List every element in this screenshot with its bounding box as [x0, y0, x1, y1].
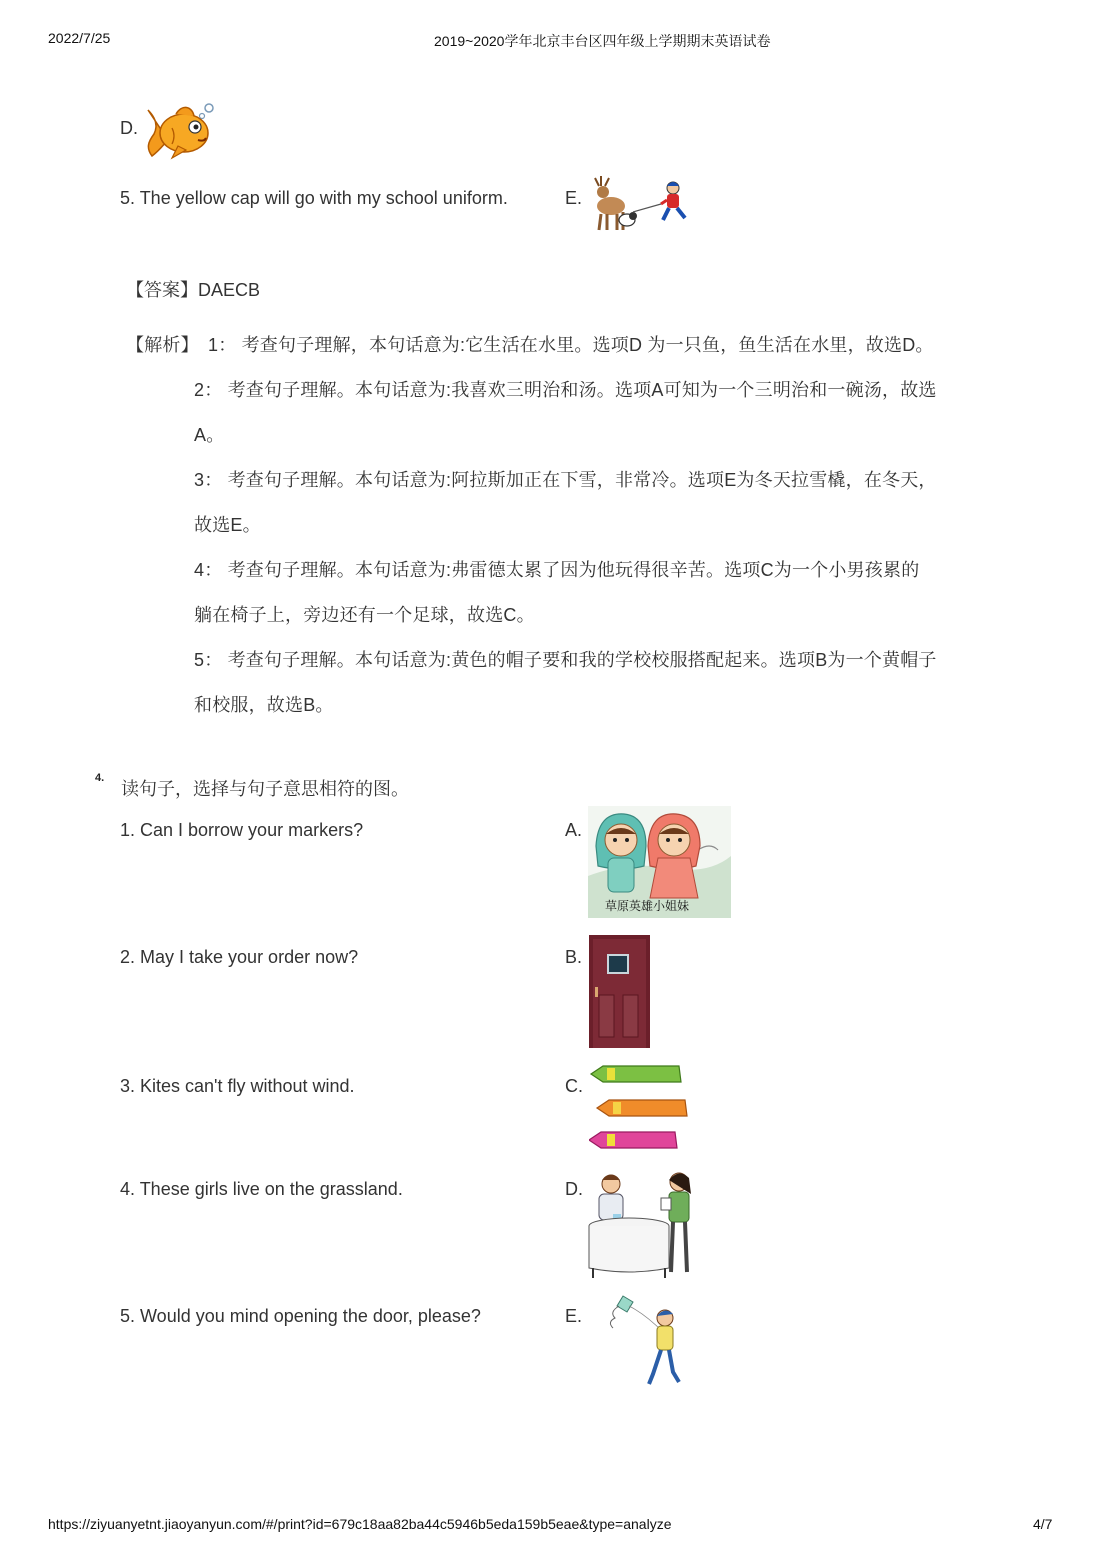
- explanation-line-5: 故选E。: [194, 515, 261, 535]
- option-d-label-q4: D.: [565, 1179, 583, 1199]
- explanation-line-9: 和校服，故选B。: [194, 695, 334, 715]
- door-icon: [589, 935, 650, 1048]
- kite-boy-icon: [589, 1292, 693, 1388]
- item-3: 3. Kites can't fly without wind.: [120, 1076, 355, 1096]
- option-c-label: C.: [565, 1076, 583, 1096]
- page-number: 4/7: [1033, 1516, 1053, 1532]
- question-number: 4.: [95, 772, 105, 784]
- item-2: 2. May I take your order now?: [120, 947, 359, 967]
- fish-icon: [142, 100, 218, 162]
- option-d-label: D.: [120, 118, 138, 138]
- grassland-girls-icon: [588, 806, 731, 918]
- explanation-line-7: 躺在椅子上，旁边还有一个足球，故选C。: [194, 605, 535, 625]
- explanation-line-3: A。: [194, 425, 225, 445]
- image-a-caption: 草原英雄小姐妹: [605, 899, 690, 913]
- explanation-line-2: 2： 考查句子理解。本句话意为:我喜欢三明治和汤。选项A可知为一个三明治和一碗汤，故选: [194, 380, 937, 400]
- explanation-line-6: 4： 考查句子理解。本句话意为:弗雷德太累了因为他玩得很辛苦。选项C为一个小男孩累的: [194, 560, 920, 580]
- markers-icon: [589, 1060, 689, 1154]
- question-instruction: 读句子，选择与句子意思相符的图。: [121, 779, 409, 799]
- footer-url[interactable]: https://ziyuanyetnt.jiaoyanyun.com/#/print?id=679c18aa82ba44c5946b5eda159b5eae&type=analyze: [48, 1516, 672, 1532]
- option-e-label: E.: [565, 188, 583, 208]
- item-4: 4. These girls live on the grassland.: [120, 1179, 403, 1199]
- explanation-line-8: 5： 考查句子理解。本句话意为:黄色的帽子要和我的学校校服搭配起来。选项B为一个黄帽子: [194, 650, 937, 670]
- print-date: 2022/7/25: [48, 30, 111, 46]
- explanation-line-1: 1： 考查句子理解，本句话意为:它生活在水里。选项D 为一只鱼，鱼生活在水里，故选D。: [208, 335, 934, 355]
- explanation-line-4: 3： 考查句子理解。本句话意为:阿拉斯加正在下雪，非常冷。选项E为冬天拉雪橇，在冬天，: [194, 470, 937, 490]
- item-5: 5. Would you mind opening the door, please?: [120, 1306, 481, 1326]
- restaurant-order-icon: [587, 1168, 699, 1280]
- option-b-label: B.: [565, 947, 583, 967]
- option-e-label-q4: E.: [565, 1306, 583, 1326]
- option-a-label: A.: [565, 820, 583, 840]
- prev-item-5: 5. The yellow cap will go with my school uniform.: [120, 188, 508, 208]
- deer-dog-boy-icon: [587, 174, 691, 234]
- explanation-label: 【解析】: [126, 335, 199, 355]
- answer: 【答案】DAECB: [126, 280, 261, 300]
- item-1: 1. Can I borrow your markers?: [120, 820, 364, 840]
- page-header-title: 2019~2020学年北京丰台区四年级上学期期末英语试卷: [434, 33, 771, 49]
